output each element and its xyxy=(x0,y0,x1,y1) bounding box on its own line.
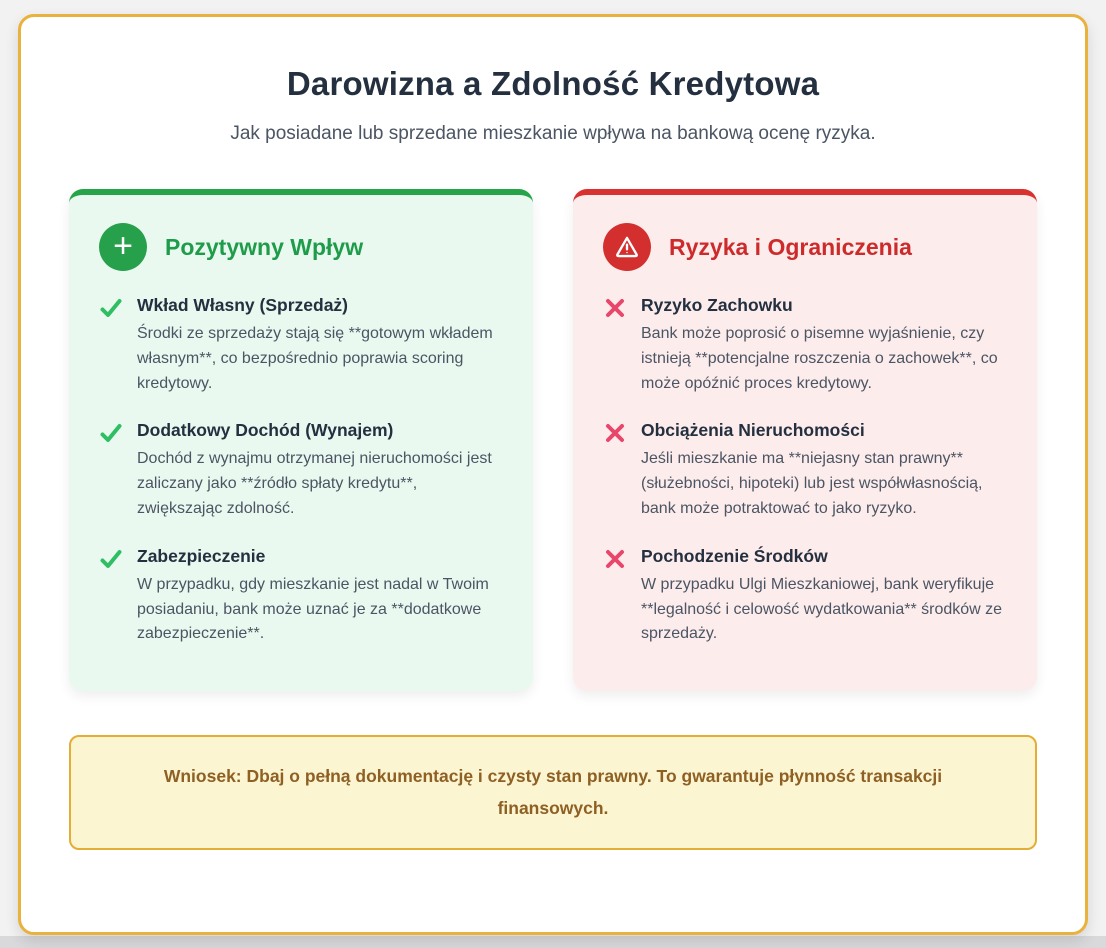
item-title: Pochodzenie Środków xyxy=(641,545,828,566)
page-header xyxy=(69,65,1037,145)
conclusion-callout xyxy=(69,735,1037,850)
check-icon xyxy=(99,420,123,521)
list-item xyxy=(99,546,503,647)
item-body: Bank może poprosić o pisemne wyjaśnienie, czy istnieją **potencjalne roszczenia o zachowek**, co może opóźnić proces kredytowy. xyxy=(641,325,998,392)
list-item xyxy=(99,295,503,396)
check-icon xyxy=(99,546,123,647)
item-body: W przypadku Ulgi Mieszkaniowej, bank weryfikuje **legalność i celowość wydatkowania** środków ze sprzedaży. xyxy=(641,575,1003,643)
list-item xyxy=(603,546,1007,647)
item-title: Ryzyko Zachowku xyxy=(641,295,793,315)
item-title: Zabezpieczenie xyxy=(137,545,266,566)
cross-icon xyxy=(603,546,627,647)
list-item xyxy=(603,420,1007,521)
item-title: Dodatkowy Dochód (Wynajem) xyxy=(137,420,394,441)
cross-icon xyxy=(603,420,627,521)
list-item xyxy=(603,295,1007,396)
risks-limitations-card xyxy=(573,189,1037,691)
item-title: Wkład Własny (Sprzedaż) xyxy=(137,295,349,315)
page-title: Darowizna a Zdolność Kredytowa xyxy=(286,65,820,102)
cross-icon xyxy=(603,295,627,396)
positive-card-header xyxy=(99,223,503,271)
warning-icon xyxy=(603,223,651,271)
item-body: Jeśli mieszkanie ma **niejasny stan prawny** (służebności, hipoteki) lub jest współwłasnością, bank może potraktować to jako ryzyko. xyxy=(641,450,983,517)
item-title: Obciążenia Nieruchomości xyxy=(641,420,865,441)
page-container xyxy=(18,14,1088,935)
risk-card-header xyxy=(603,223,1007,271)
risk-card-heading: Ryzyka i Ograniczenia xyxy=(669,233,912,260)
list-item xyxy=(99,420,503,521)
conclusion-text: Wniosek: Dbaj o pełną dokumentację i czysty stan prawny. To gwarantuje płynność transakcji finansowych. xyxy=(163,766,943,818)
check-icon xyxy=(99,295,123,396)
item-body: Środki ze sprzedaży stają się **gotowym wkładem własnym**, co bezpośrednio poprawia scoring kredytowy. xyxy=(137,325,493,392)
plus-icon: + xyxy=(99,223,147,271)
positive-card-heading: Pozytywny Wpływ xyxy=(165,233,364,260)
positive-impact-card xyxy=(69,189,533,691)
cards-grid xyxy=(69,189,1037,691)
item-body: W przypadku, gdy mieszkanie jest nadal w Twoim posiadaniu, bank może uznać je za **dodatkowe zabezpieczenie**. xyxy=(137,575,489,643)
item-body: Dochód z wynajmu otrzymanej nieruchomości jest zaliczany jako **źródło spłaty kredytu**, zwiększając zdolność. xyxy=(137,450,492,517)
page-subtitle: Jak posiadane lub sprzedane mieszkanie wpływa na bankową ocenę ryzyka. xyxy=(230,123,876,144)
